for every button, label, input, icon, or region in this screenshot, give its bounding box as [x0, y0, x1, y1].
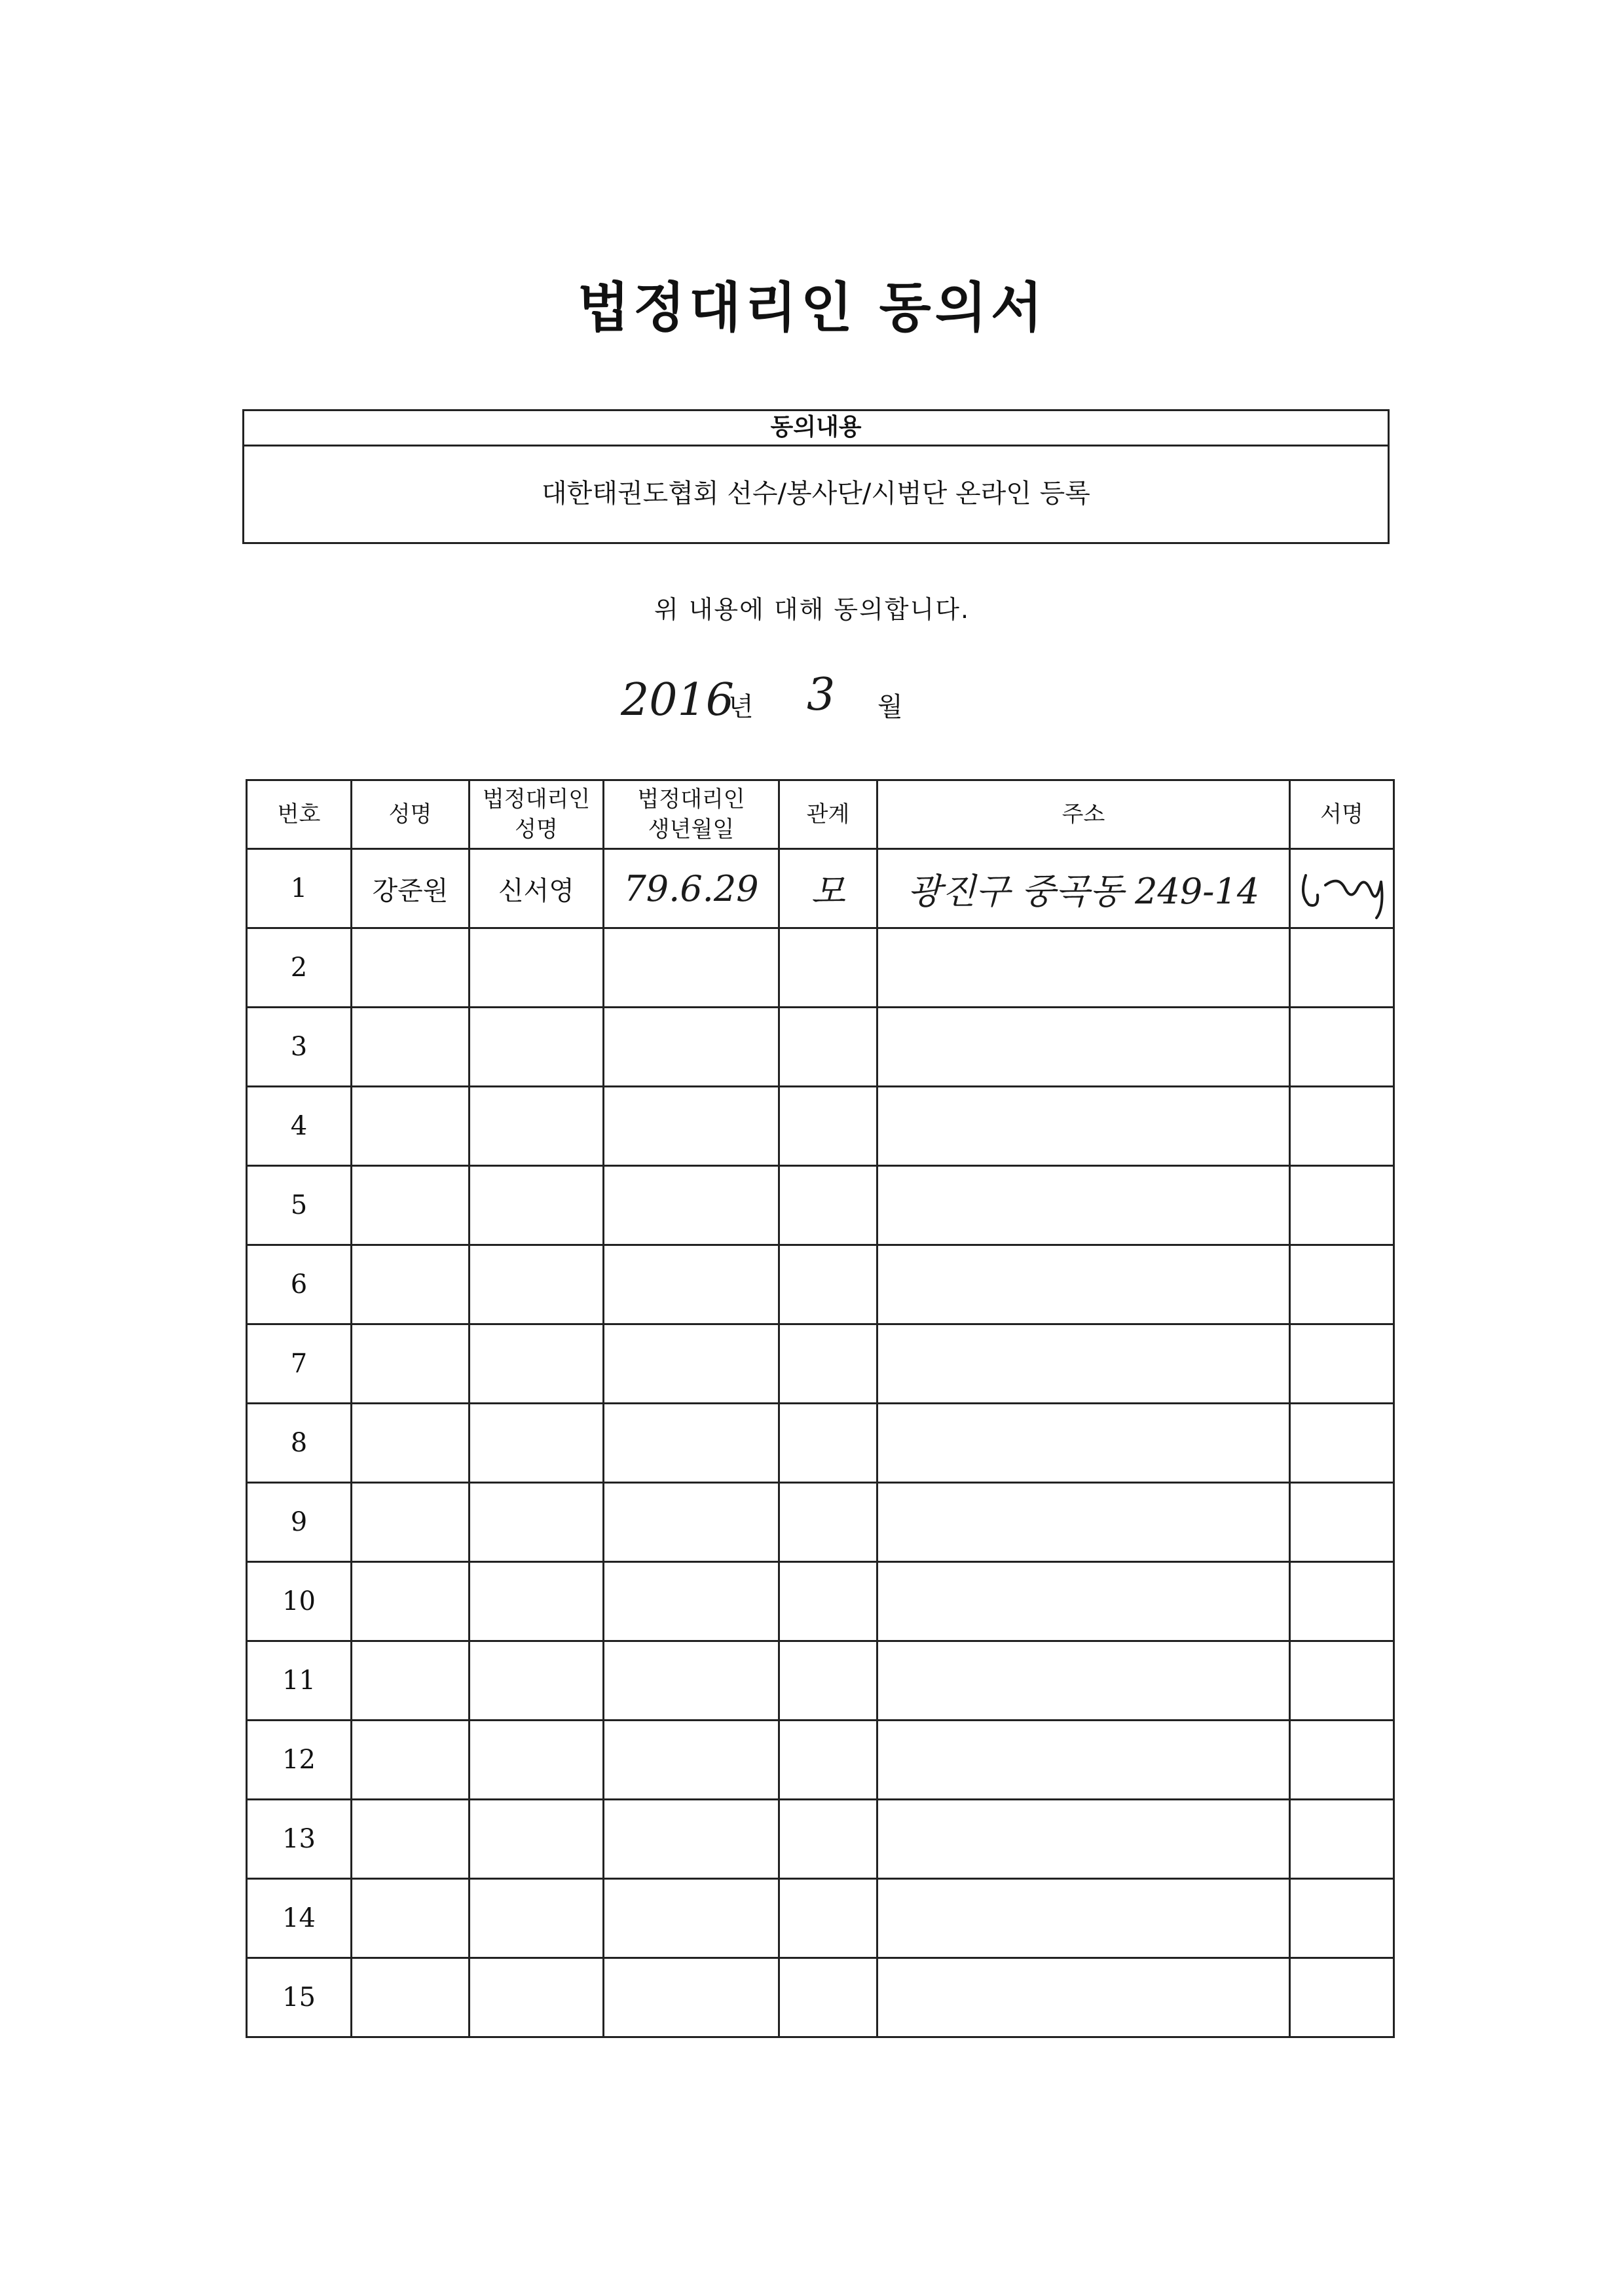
date-line — [0, 661, 1624, 733]
header-signature: 서명 — [1290, 780, 1394, 849]
signature-cell — [1290, 849, 1394, 928]
table-row — [247, 1324, 1394, 1404]
handwritten-signature — [1293, 856, 1391, 921]
consent-content-text: 대한태권도협회 선수/봉사단/시범단 온라인 등록 — [542, 479, 1090, 509]
row-number: 9 — [247, 1483, 352, 1562]
table-row — [247, 1008, 1394, 1087]
table-row — [247, 1562, 1394, 1641]
document-title: 법정대리인 동의서 — [577, 277, 1047, 339]
consent-content-header: 동의내용 — [244, 411, 1388, 446]
row-number: 2 — [247, 928, 352, 1008]
year-label: 년 — [728, 692, 754, 722]
relation: 모 — [779, 849, 877, 928]
row-number: 15 — [247, 1958, 352, 2037]
row-number: 11 — [247, 1641, 352, 1721]
table-row — [247, 1245, 1394, 1324]
header-relation: 관계 — [779, 780, 877, 849]
table-row — [247, 1087, 1394, 1166]
header-no: 번호 — [247, 780, 352, 849]
guardian-consent-table — [246, 779, 1395, 2038]
header-address: 주소 — [877, 780, 1290, 849]
applicant-name: 강준원 — [352, 849, 470, 928]
row-number: 14 — [247, 1879, 352, 1958]
row-number: 6 — [247, 1245, 352, 1324]
header-guardian-birth-line2: 생년월일 — [648, 816, 735, 843]
handwritten-month: 3 — [807, 669, 836, 721]
table-row — [247, 1641, 1394, 1721]
header-guardian-name — [470, 780, 604, 849]
row-number: 3 — [247, 1008, 352, 1087]
table-header-row — [247, 780, 1394, 849]
row-number: 10 — [247, 1562, 352, 1641]
row-number: 12 — [247, 1721, 352, 1800]
table-row — [247, 1721, 1394, 1800]
agreement-statement: 위 내용에 대해 동의합니다. — [654, 595, 970, 624]
month-label: 월 — [877, 692, 903, 722]
header-name: 성명 — [352, 780, 470, 849]
row-number: 4 — [247, 1087, 352, 1166]
table-row — [247, 928, 1394, 1008]
address: 광진구 중곡동 249-14 — [877, 849, 1290, 928]
header-guardian-birth-line1: 법정대리인 — [637, 786, 745, 812]
table-row — [247, 1800, 1394, 1879]
row-number: 5 — [247, 1166, 352, 1245]
header-guardian-name-line2: 성명 — [515, 816, 558, 843]
table-row — [247, 849, 1394, 928]
table-row — [247, 1166, 1394, 1245]
guardian-birth: 79.6.29 — [604, 849, 779, 928]
row-number: 1 — [247, 849, 352, 928]
consent-content-box — [242, 409, 1390, 544]
table-row — [247, 1958, 1394, 2037]
handwritten-year: 2016 — [621, 674, 735, 726]
header-guardian-name-line1: 법정대리인 — [482, 786, 591, 812]
header-guardian-birth — [604, 780, 779, 849]
table-row — [247, 1483, 1394, 1562]
row-number: 8 — [247, 1404, 352, 1483]
table-row — [247, 1404, 1394, 1483]
table-row — [247, 1879, 1394, 1958]
row-number: 7 — [247, 1324, 352, 1404]
row-number: 13 — [247, 1800, 352, 1879]
guardian-name: 신서영 — [470, 849, 604, 928]
